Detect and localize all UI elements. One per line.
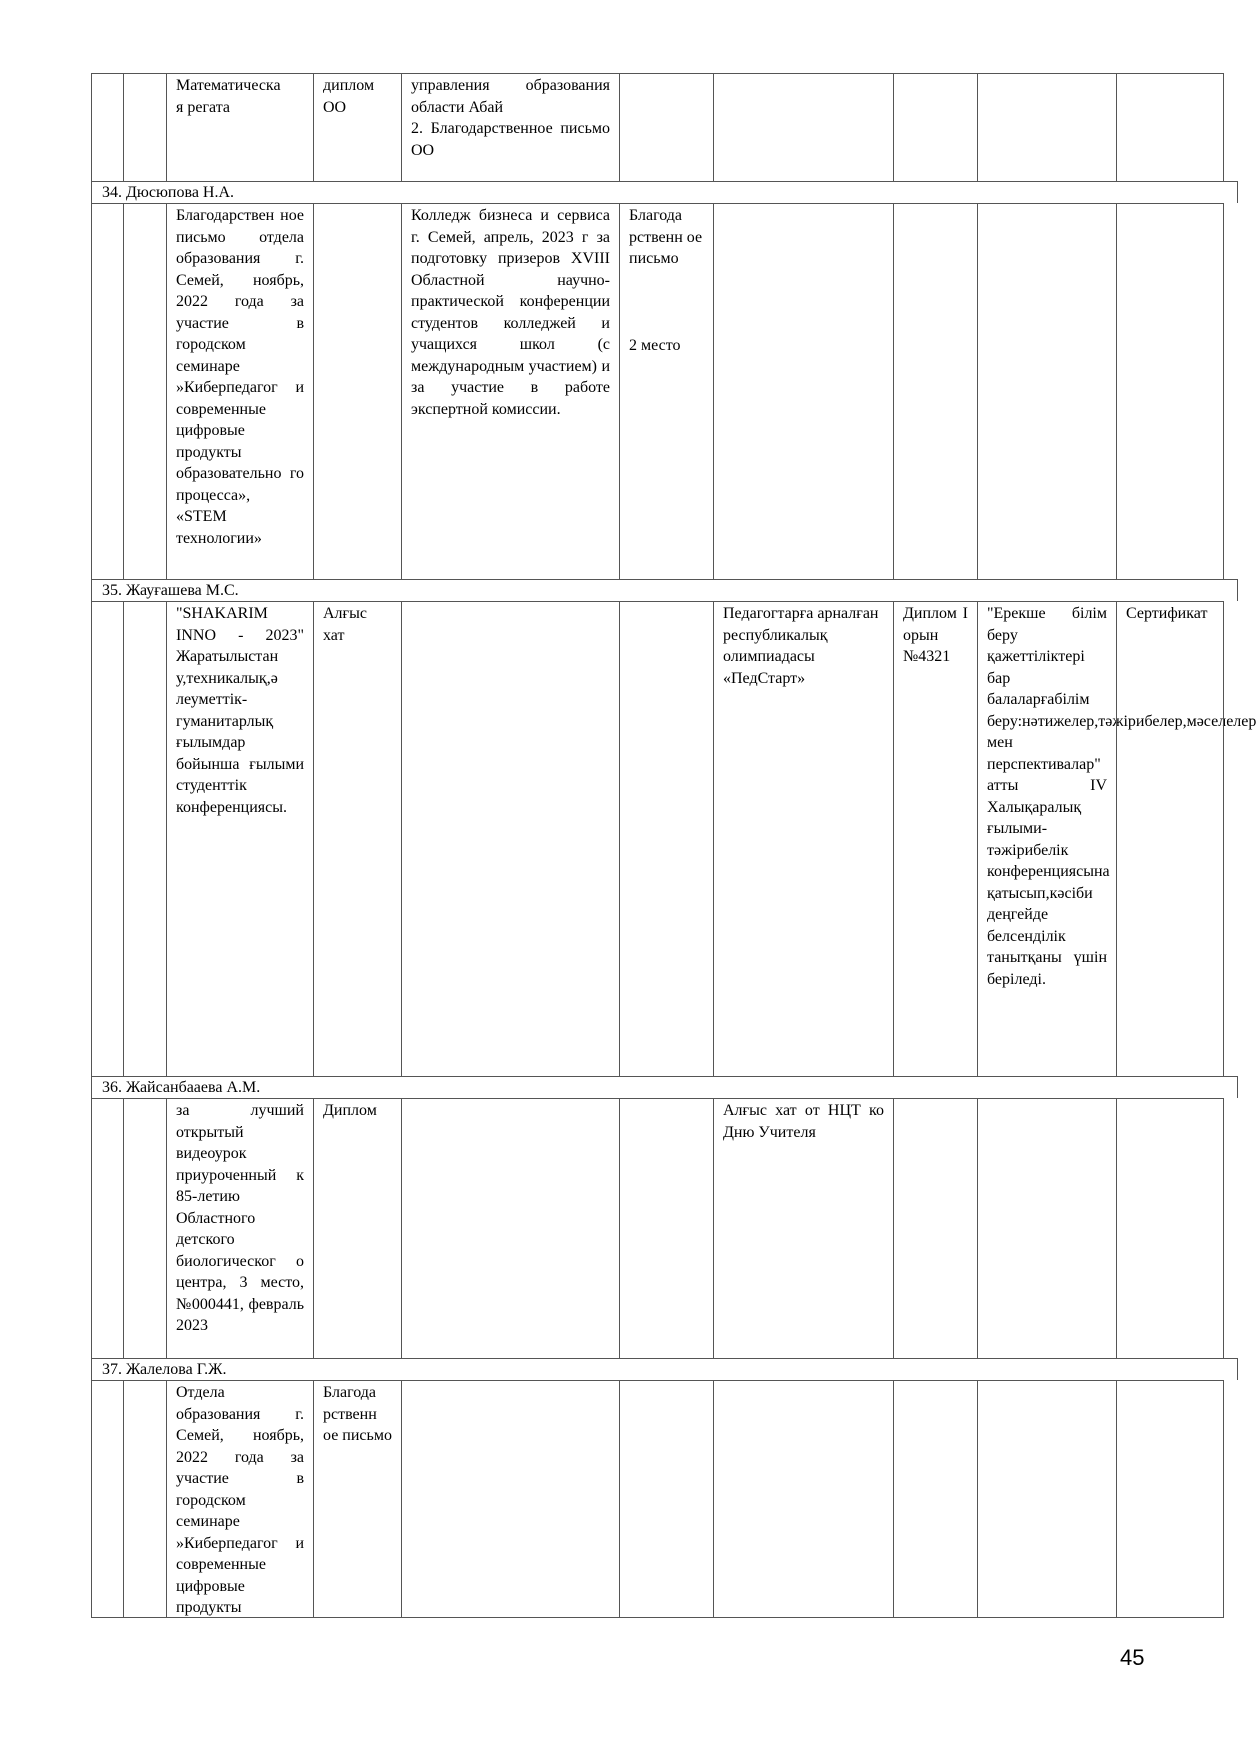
table-cell: Педагогтарға арналған республикалық олимпиадасы «ПедСтарт» xyxy=(713,601,893,1076)
table-cell xyxy=(893,73,977,181)
table-cell xyxy=(619,1098,713,1358)
table-cell xyxy=(713,73,893,181)
table-cell xyxy=(619,1380,713,1618)
table-cell xyxy=(1116,1098,1224,1358)
table-cell: Диплом xyxy=(313,1098,401,1358)
table-cell xyxy=(123,601,166,1076)
table-cell xyxy=(91,601,123,1076)
table-cell xyxy=(893,203,977,579)
table-row xyxy=(91,73,1224,181)
table-cell xyxy=(401,601,619,1076)
table-cell xyxy=(977,1098,1116,1358)
table-cell: диплом ОО xyxy=(313,73,401,181)
table-cell xyxy=(619,601,713,1076)
table-cell xyxy=(91,1098,123,1358)
table-cell xyxy=(893,1098,977,1358)
table-row xyxy=(91,601,1256,1076)
table-cell xyxy=(123,1098,166,1358)
table-cell: Колледж бизнеса и сервиса г. Семей, апрель, 2023 г за подготовку призеров XVIII Областной научно- практической конференции студентов колледжей и учащихся школ (с международным участием) и за участие в работе экспертной комиссии. xyxy=(401,203,619,579)
table-row xyxy=(91,1380,1224,1618)
cell-text: 2 место xyxy=(629,336,681,354)
section-header: 36. Жайсанбаaева А.М. xyxy=(91,1076,1238,1098)
table-cell xyxy=(313,203,401,579)
table-cell xyxy=(1116,73,1224,181)
table-cell xyxy=(91,203,123,579)
table-cell xyxy=(619,203,713,579)
page-number: 45 xyxy=(1120,1645,1145,1670)
table-cell: за лучший открытый видеоурок приуроченный к 85-летию Областного детского биологическог о центра, 3 место, №000441, февраль 2023 xyxy=(166,1098,313,1358)
table-cell: Алғыс хат xyxy=(313,601,401,1076)
table-cell xyxy=(123,73,166,181)
table-cell xyxy=(1116,1380,1224,1618)
table-cell: "Ерекше білім беру қажеттіліктері бар балаларғабілім беру:нәтижелер,тәжірибелер,мәселелер мен перспективалар" атты IV Халықаралық ғылыми-тәжірибелік конференциясына қатысып,кәсіби деңгейде белсенділік танытқаны үшін беріледі. xyxy=(977,601,1116,1076)
table-cell: Благодарствен ное письмо отдела образования г. Семей, ноябрь, 2022 года за участие в городском семинаре »Киберпедагог и современные цифровые продукты образовательно го процесса», «STEM технологии» xyxy=(166,203,313,579)
table-cell: Сертификат xyxy=(1116,601,1224,1076)
table-cell xyxy=(893,1380,977,1618)
table-cell: Диплом I орын №4321 xyxy=(893,601,977,1076)
section-header: 34. Дюсюпова Н.А. xyxy=(91,181,1238,203)
table-cell xyxy=(713,1380,893,1618)
awards-table xyxy=(91,73,1256,1618)
section-header: 35. Жауғашева М.С. xyxy=(91,579,1238,601)
cell-text: Благода рственн ое письмо xyxy=(629,207,703,267)
table-row xyxy=(91,203,1224,579)
table-cell xyxy=(401,1380,619,1618)
table-cell: "SHAKARIM INNO - 2023" Жаратылыстан у,техникалық,ә леуметтік-гуманитарлық ғылымдар бойынша ғылыми студенттік конференциясы. xyxy=(166,601,313,1076)
table-cell: Отдела образования г. Семей, ноябрь, 2022 года за участие в городском семинаре »Киберпедагог и современные цифровые продукты xyxy=(166,1380,313,1618)
table-cell xyxy=(401,1098,619,1358)
table-cell xyxy=(123,203,166,579)
table-cell xyxy=(977,73,1116,181)
table-cell xyxy=(713,203,893,579)
table-cell xyxy=(91,73,123,181)
table-cell xyxy=(977,1380,1116,1618)
table-cell xyxy=(123,1380,166,1618)
table-cell: Алғыс хат от НЦТ ко Дню Учителя xyxy=(713,1098,893,1358)
table-row xyxy=(91,1098,1224,1358)
table-cell xyxy=(619,73,713,181)
table-cell xyxy=(977,203,1116,579)
table-cell xyxy=(1116,203,1224,579)
table-cell: Благода рственн ое письмо xyxy=(313,1380,401,1618)
table-cell xyxy=(91,1380,123,1618)
table-cell: управления образования области Абай 2. Благодарственное письмо ОО xyxy=(401,73,619,181)
table-cell: Математическа я регата xyxy=(166,73,313,181)
section-header: 37. Жалелова Г.Ж. xyxy=(91,1358,1238,1380)
